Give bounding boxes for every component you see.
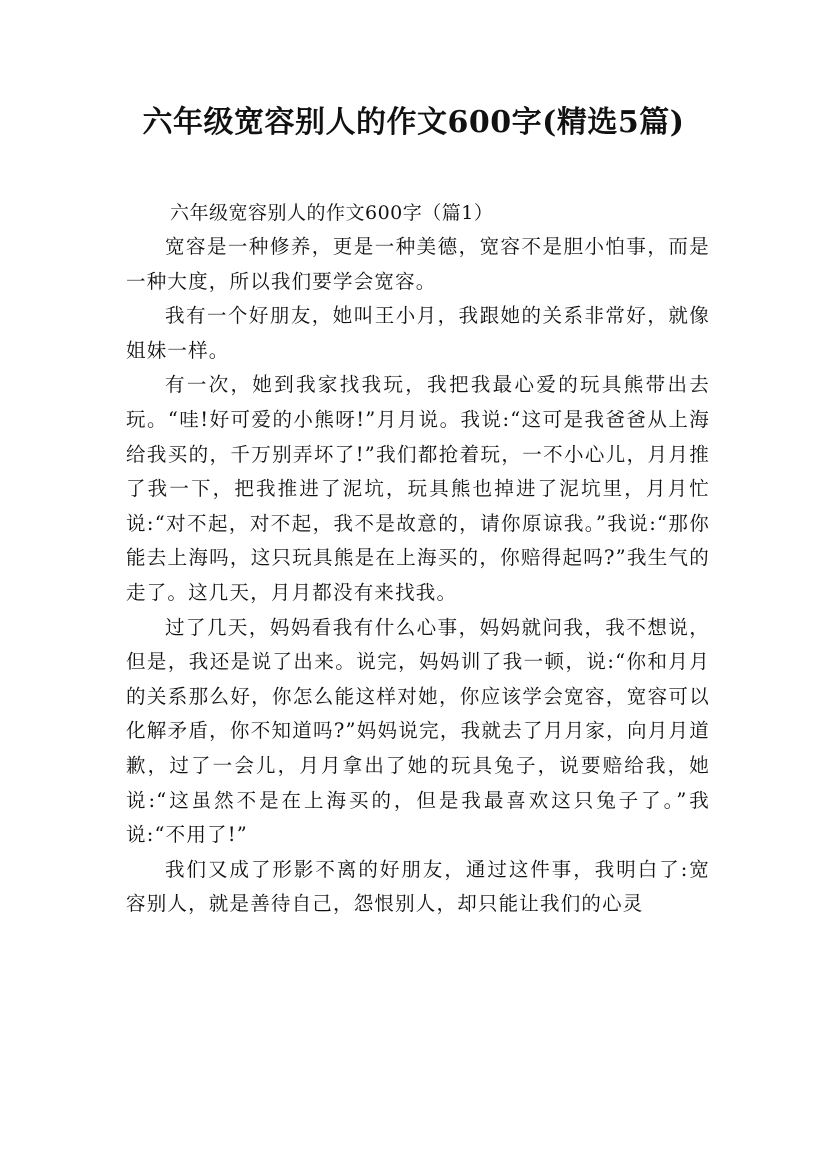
document-body: [126, 196, 710, 922]
paragraph-4: 过了几天，妈妈看我有什么心事，妈妈就问我，我不想说，但是，我还是说了出来。说完，妈妈训了我一顿，说:“你和月月的关系那么好，你怎么能这样对她，你应该学会宽容，宽容可以化解矛盾，你不知道吗?”妈妈说完，我就去了月月家，向月月道歉，过了一会儿，月月拿出了她的玩具兔子，说要赔给我，她说:“这虽然不是在上海买的，但是我最喜欢这只兔子了。”我说:“不用了!”: [126, 615, 710, 847]
paragraph-2: 我有一个好朋友，她叫王小月，我跟她的关系非常好，就像姐妹一样。: [126, 304, 710, 362]
essay-subtitle: 六年级宽容别人的作文600字（篇1）: [170, 202, 494, 224]
paragraph-1: 宽容是一种修养，更是一种美德，宽容不是胆小怕事，而是一种大度，所以我们要学会宽容。: [126, 235, 710, 293]
document-title: 六年级宽容别人的作文600字(精选5篇): [142, 105, 685, 140]
paragraph-5: 我们又成了形影不离的好朋友，通过这件事，我明白了:宽容别人，就是善待自己，怨恨别人，却只能让我们的心灵: [126, 857, 710, 916]
paragraph-3: 有一次，她到我家找我玩，我把我最心爱的玩具熊带出去玩。“哇!好可爱的小熊呀!”月月说。我说:“这可是我爸爸从上海给我买的，千万别弄坏了!”我们都抢着玩，一不小心儿，月月推了我一下，把我推进了泥坑，玩具熊也掉进了泥坑里，月月忙说:“对不起，对不起，我不是故意的，请你原谅我。”我说:“那你能去上海吗，这只玩具熊是在上海买的，你赔得起吗?”我生气的走了。这几天，月月都没有来找我。: [126, 373, 710, 604]
